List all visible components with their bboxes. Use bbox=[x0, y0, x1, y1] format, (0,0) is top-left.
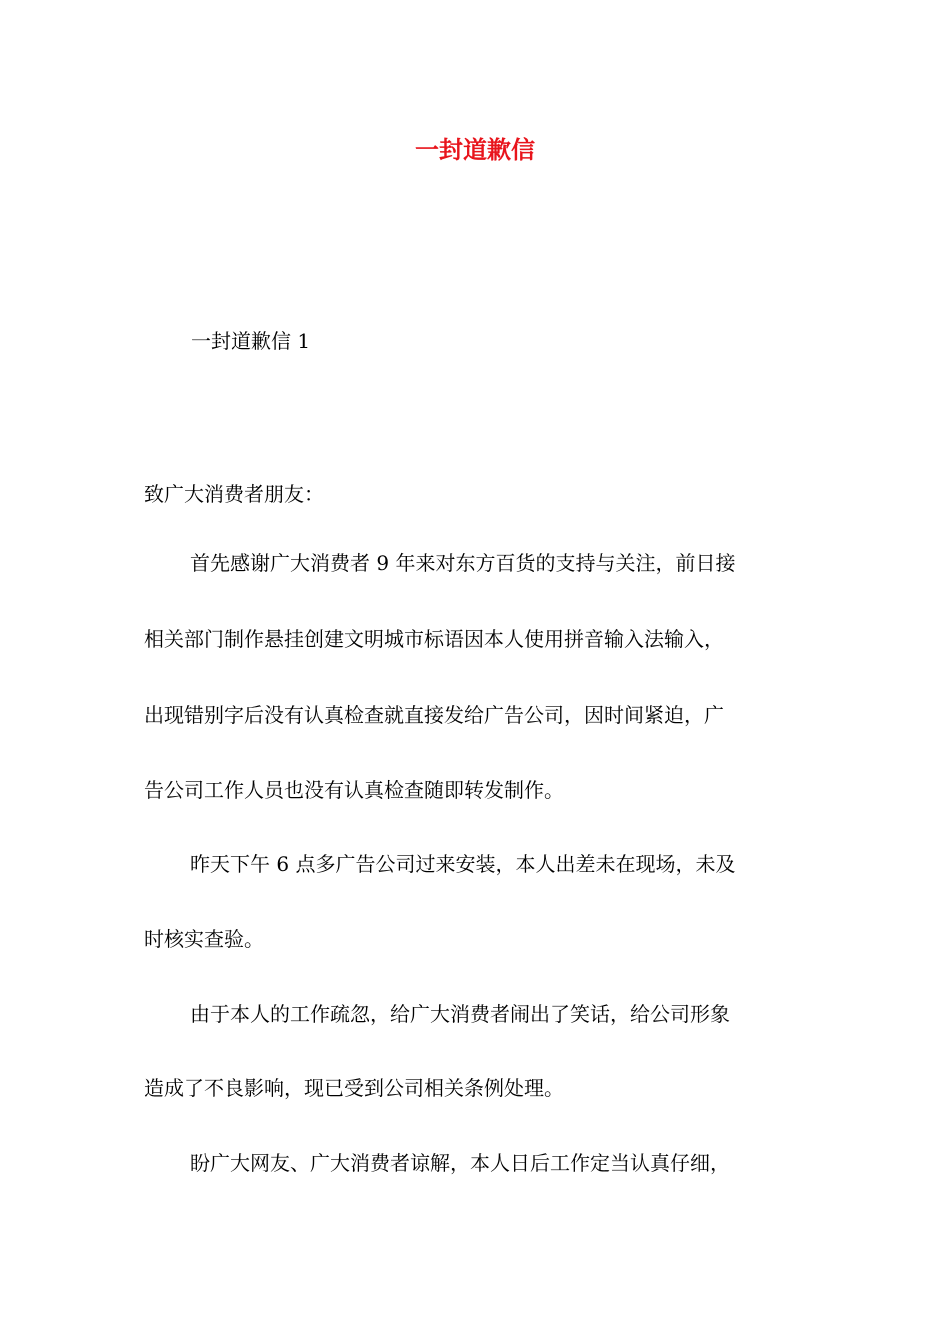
document-title: 一封道歉信 bbox=[415, 135, 535, 164]
paragraph-2-line-1: 昨天下午 6 点多广告公司过来安装，本人出差未在现场，未及 bbox=[190, 852, 736, 876]
letter-heading: 一封道歉信 1 bbox=[191, 329, 311, 353]
paragraph-1-line-3: 出现错别字后没有认真检查就直接发给广告公司，因时间紧迫，广 bbox=[144, 703, 724, 727]
paragraph-4-line-1: 盼广大网友、广大消费者谅解，本人日后工作定当认真仔细， bbox=[190, 1151, 730, 1175]
paragraph-1-line-1: 首先感谢广大消费者 9 年来对东方百货的支持与关注，前日接 bbox=[190, 551, 736, 575]
paragraph-3-line-2: 造成了不良影响，现已受到公司相关条例处理。 bbox=[144, 1076, 564, 1100]
salutation: 致广大消费者朋友： bbox=[144, 482, 324, 506]
paragraph-2-line-2: 时核实查验。 bbox=[144, 927, 264, 951]
paragraph-1-line-4: 告公司工作人员也没有认真检查随即转发制作。 bbox=[144, 778, 564, 802]
paragraph-3-line-1: 由于本人的工作疏忽，给广大消费者闹出了笑话，给公司形象 bbox=[190, 1002, 730, 1026]
paragraph-1-line-2: 相关部门制作悬挂创建文明城市标语因本人使用拼音输入法输入， bbox=[144, 627, 724, 651]
